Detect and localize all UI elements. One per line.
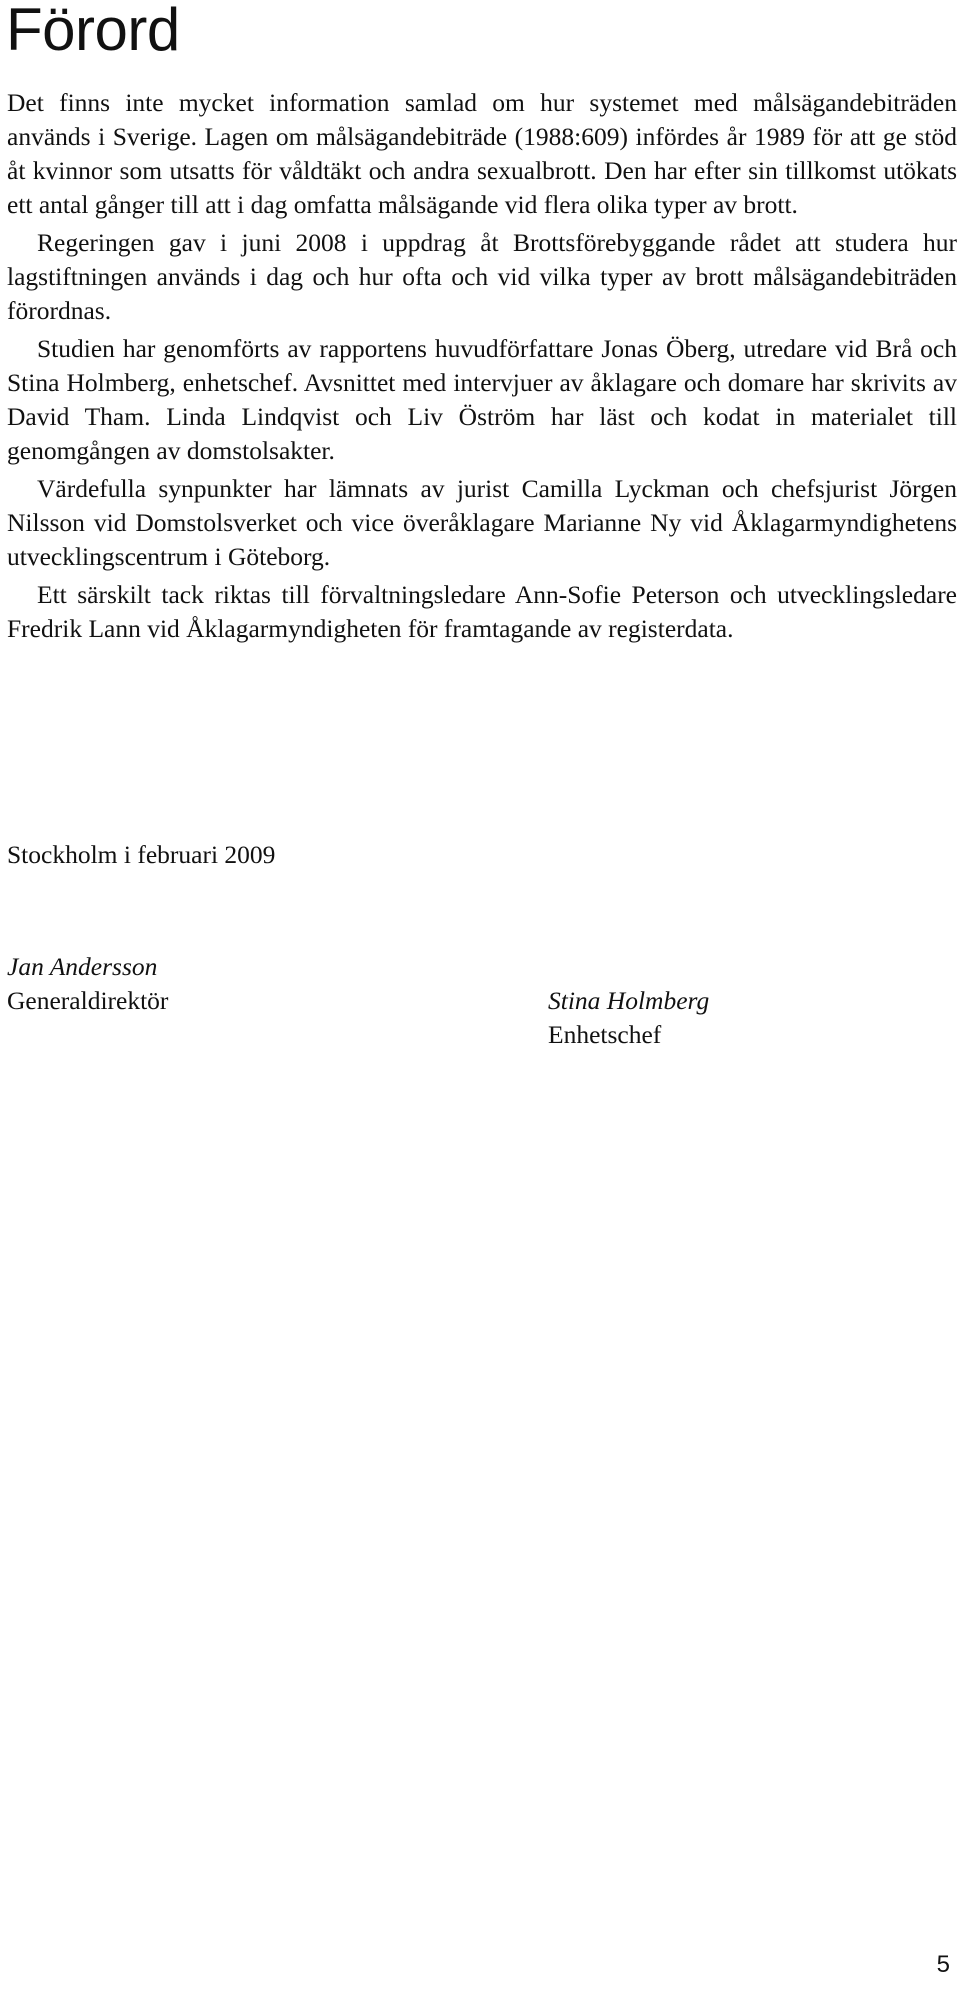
signer-role: Enhetschef [548,1020,662,1049]
signer-name: Stina Holmberg [548,986,710,1015]
signature-block-director [7,950,168,1018]
signer-role: Generaldirektör [7,986,169,1015]
dateline: Stockholm i februari 2009 [7,840,276,869]
paragraph-reviewers: Värdefulla synpunkter har lämnats av jurist Camilla Lyckman och chefsjurist Jörgen Nilsson vid Domstolsverket och vice överåklagare Marianne Ny vid Åklagarmyndighetens utvecklingscentrum i Göteborg. [7,474,957,571]
signer-name: Jan Andersson [7,952,158,981]
page-number: 5 [936,1951,950,1978]
paragraph-assignment: Regeringen gav i juni 2008 i uppdrag åt Brottsförebyggande rådet att studera hur lagstiftningen används i dag och hur ofta och vid vilka typer av brott målsägandebiträden förordnas. [7,228,957,325]
signature-block-unit-head [548,984,709,1052]
preface-body [7,86,957,650]
paragraph-intro: Det finns inte mycket information samlad om hur systemet med målsägandebiträden används i Sverige. Lagen om målsägandebiträde (1988:609) infördes år 1989 för att ge stöd åt kvinnor som utsatts för våldtäkt och andra sexualbrott. Den har efter sin tillkomst utökats ett antal gånger till att i dag omfatta målsägande vid flera olika typer av brott. [7,88,957,219]
paragraph-acknowledgement: Ett särskilt tack riktas till förvaltningsledare Ann-Sofie Peterson och utvecklingsledare Fredrik Lann vid Åklagarmyndigheten för framtagande av registerdata. [7,580,957,643]
paragraph-authors: Studien har genomförts av rapportens huvudförfattare Jonas Öberg, utredare vid Brå och Stina Holmberg, enhetschef. Avsnittet med intervjuer av åklagare och domare har skrivits av David Tham. Linda Lindqvist och Liv Öström har läst och kodat in materialet till genomgången av domstolsakter. [7,334,957,465]
page-title: Förord [6,0,180,63]
